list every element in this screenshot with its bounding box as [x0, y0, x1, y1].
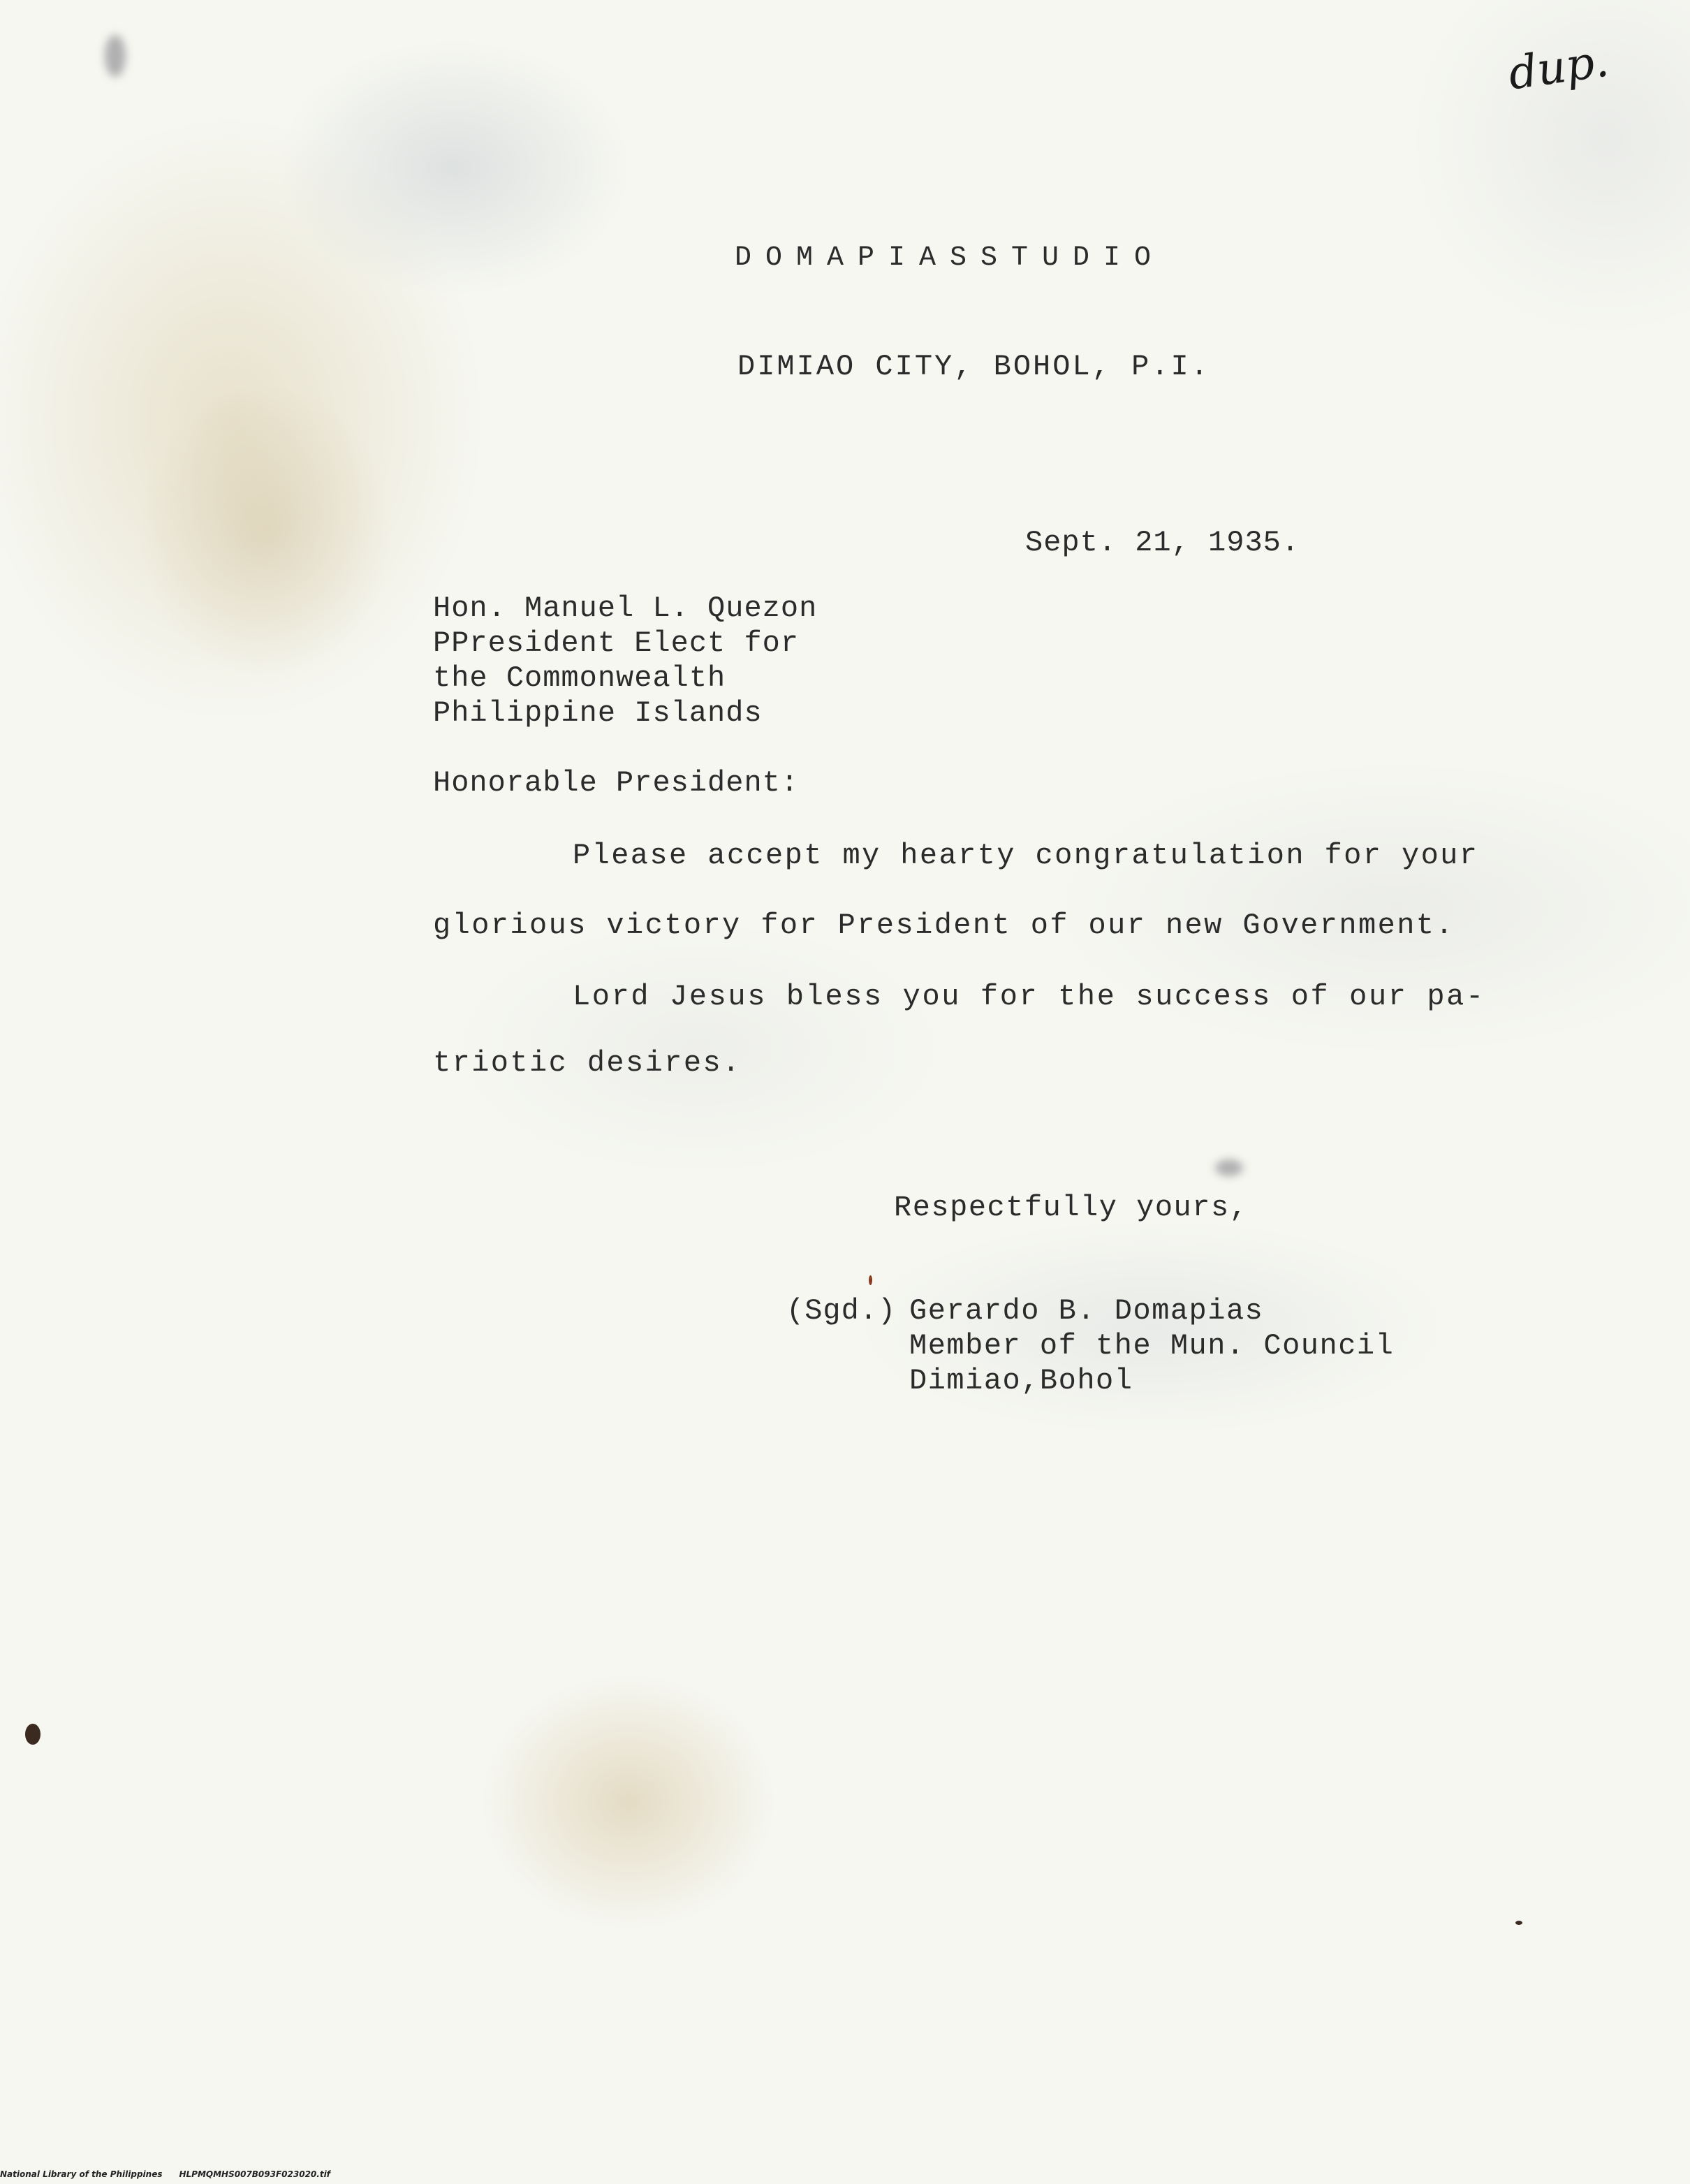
smudge-mark: [1215, 1159, 1243, 1176]
signed-mark: (Sgd.): [786, 1294, 897, 1328]
archive-footer: [0, 2169, 330, 2179]
signature-line: Gerardo B. Domapias: [909, 1294, 1264, 1328]
ink-blot: [869, 1275, 872, 1285]
signature-line: Dimiao,Bohol: [909, 1364, 1133, 1398]
body-line: Lord Jesus bless you for the success of our pa-: [573, 980, 1485, 1013]
body-line: triotic desires.: [433, 1046, 742, 1080]
ink-blot: [25, 1724, 41, 1745]
letterhead-name: DOMAPIASSTUDIO: [735, 242, 1166, 274]
addressee-line: Philippine Islands: [433, 696, 763, 730]
ink-blot: [1515, 1921, 1522, 1925]
letter-date: Sept. 21, 1935.: [1025, 526, 1300, 559]
signature-line: Member of the Mun. Council: [909, 1329, 1395, 1363]
salutation: Honorable President:: [433, 766, 800, 800]
addressee-line: PPresident Elect for: [433, 626, 800, 660]
body-line: glorious victory for President of our new Government.: [433, 909, 1455, 942]
addressee-line: Hon. Manuel L. Quezon: [433, 592, 818, 625]
smudge-mark: [105, 35, 126, 77]
handwritten-note: dup.: [1505, 35, 1612, 101]
footer-source: National Library of the Philippines: [0, 2169, 163, 2179]
closing: Respectfully yours,: [894, 1191, 1249, 1224]
footer-code: HLPMQMHS007B093F023020.tif: [179, 2169, 330, 2179]
letterhead-city: DIMIAO CITY, BOHOL, P.I.: [737, 350, 1210, 383]
addressee-line: the Commonwealth: [433, 661, 726, 695]
body-line: Please accept my hearty congratulation for your: [573, 839, 1479, 872]
